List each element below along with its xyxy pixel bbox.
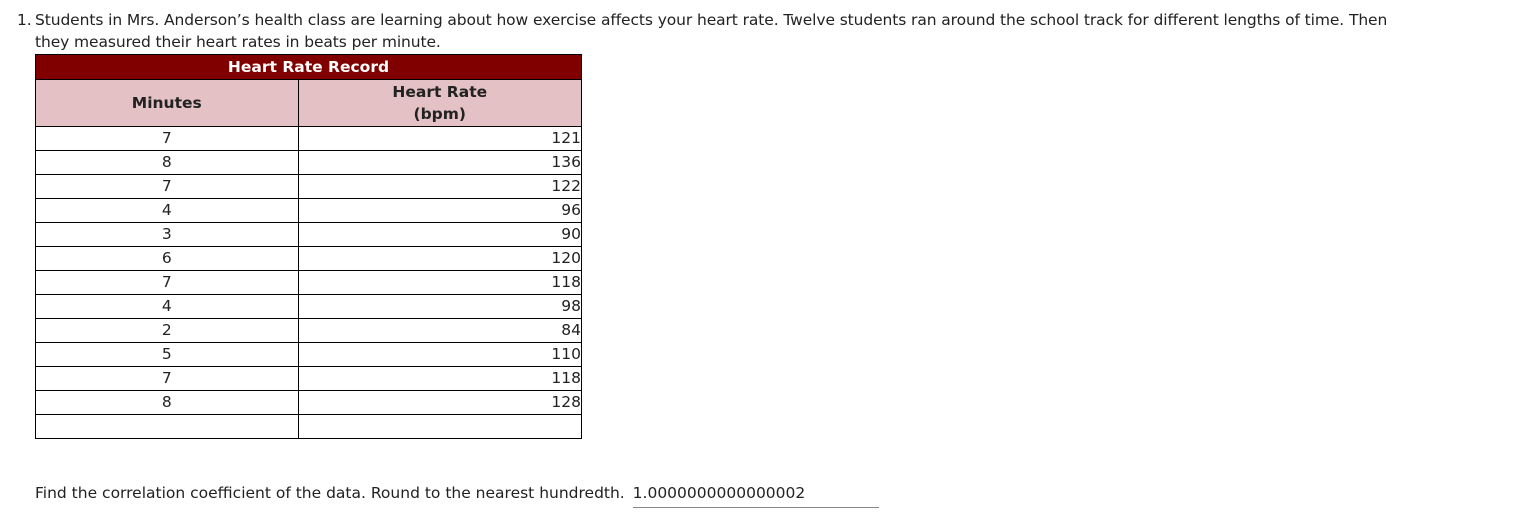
cell-minutes: 3	[36, 223, 299, 247]
table-row	[36, 295, 582, 319]
table-row	[36, 319, 582, 343]
cell-minutes: 2	[36, 319, 299, 343]
cell-heart-rate: 98	[298, 295, 581, 319]
cell-heart-rate: 136	[298, 151, 581, 175]
header-heart-rate-line1: Heart Rate	[392, 83, 488, 101]
table-title: Heart Rate Record	[36, 55, 582, 80]
table-row	[36, 391, 582, 415]
cell-minutes: 7	[36, 271, 299, 295]
answer-line	[35, 482, 879, 508]
question-text-2: they measured their heart rates in beats per minute.	[35, 33, 441, 51]
header-heart-rate	[298, 80, 581, 127]
cell-heart-rate: 121	[298, 127, 581, 151]
table-row	[36, 199, 582, 223]
table-title-row	[36, 55, 582, 80]
cell-minutes: 4	[36, 295, 299, 319]
table-row	[36, 175, 582, 199]
cell-minutes: 6	[36, 247, 299, 271]
cell-heart-rate: 96	[298, 199, 581, 223]
cell-heart-rate: 110	[298, 343, 581, 367]
question-line-1	[17, 9, 1527, 31]
table-row	[36, 223, 582, 247]
question-text-1: Students in Mrs. Anderson’s health class are learning about how exercise affects your heart rate. Twelve students ran around the school track for different lengths of time. Then	[35, 11, 1388, 29]
table-body	[36, 127, 582, 439]
cell-minutes: 7	[36, 127, 299, 151]
cell-heart-rate: 122	[298, 175, 581, 199]
heart-rate-table	[35, 54, 582, 439]
table-header-row	[36, 80, 582, 127]
table-row	[36, 247, 582, 271]
table-blank-row	[36, 415, 582, 439]
table-row	[36, 343, 582, 367]
cell-heart-rate: 128	[298, 391, 581, 415]
cell-heart-rate: 120	[298, 247, 581, 271]
cell-minutes: 8	[36, 391, 299, 415]
answer-prompt: Find the correlation coefficient of the data. Round to the nearest hundredth.	[35, 484, 625, 502]
cell-minutes: 8	[36, 151, 299, 175]
question-number: 1.	[17, 11, 32, 29]
table-row	[36, 367, 582, 391]
cell-heart-rate: 84	[298, 319, 581, 343]
question-block	[17, 9, 1527, 53]
cell-minutes: 7	[36, 367, 299, 391]
table-row	[36, 127, 582, 151]
cell-minutes: 7	[36, 175, 299, 199]
header-minutes: Minutes	[36, 80, 299, 127]
cell-minutes: 4	[36, 199, 299, 223]
answer-input[interactable]: 1.0000000000000002	[633, 482, 879, 508]
table-row	[36, 151, 582, 175]
cell-minutes: 5	[36, 343, 299, 367]
header-heart-rate-line2: (bpm)	[413, 105, 467, 123]
cell-heart-rate: 118	[298, 367, 581, 391]
table-row	[36, 271, 582, 295]
cell-heart-rate: 90	[298, 223, 581, 247]
cell-heart-rate: 118	[298, 271, 581, 295]
